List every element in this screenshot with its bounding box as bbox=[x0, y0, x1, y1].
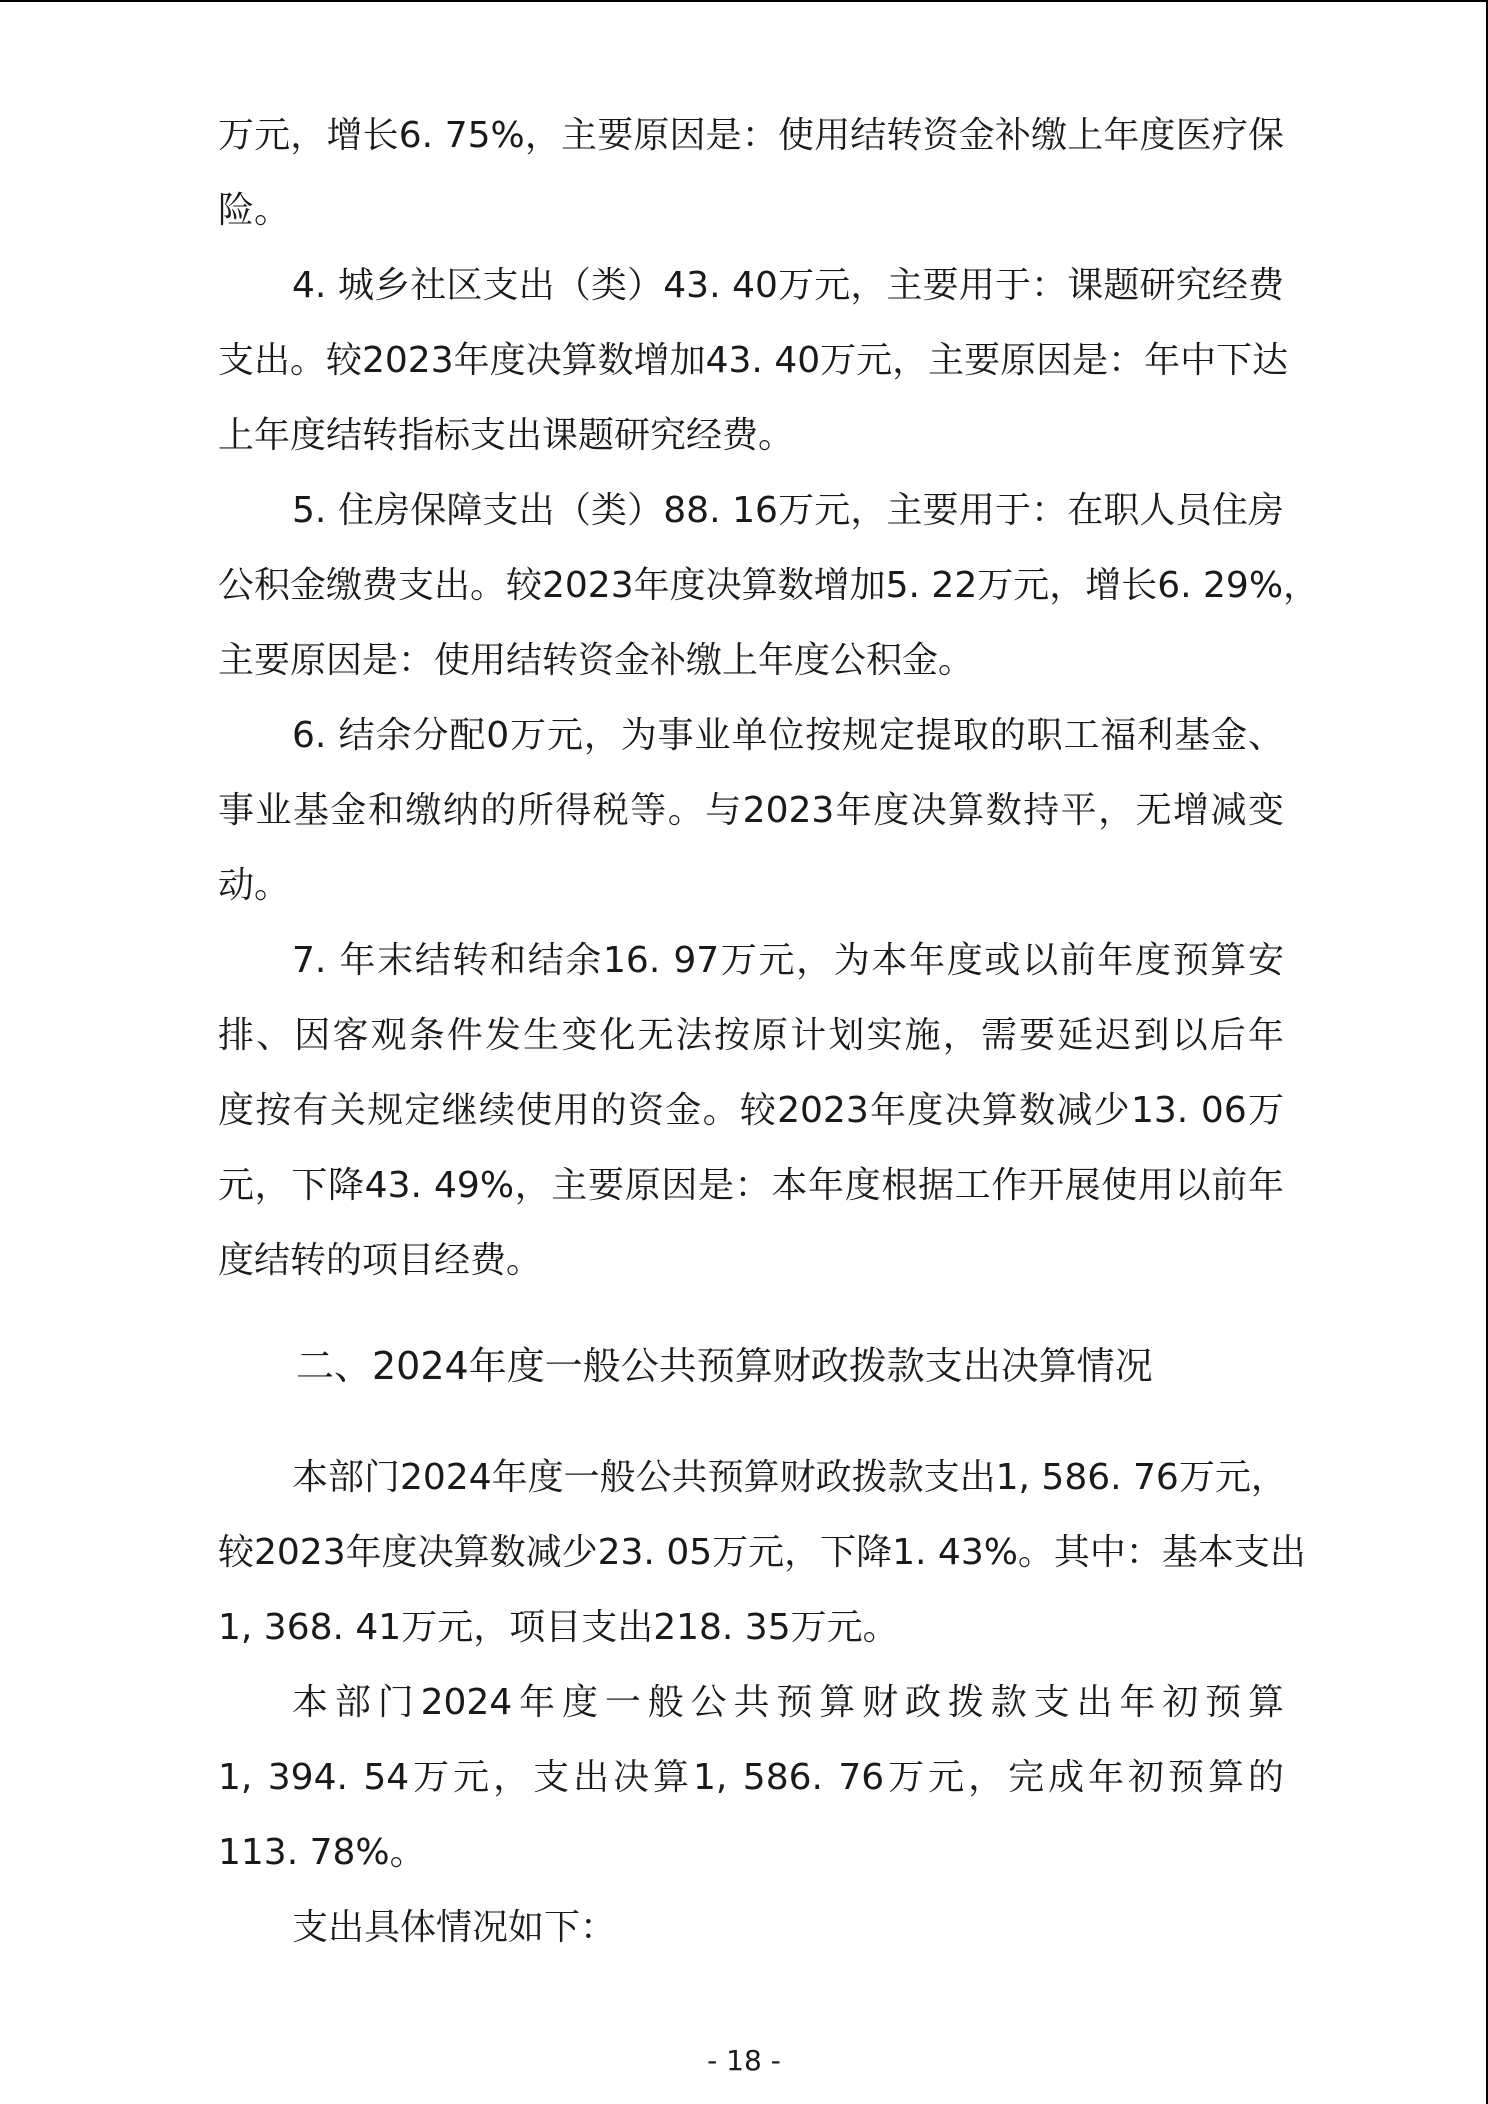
paragraph-line: 5. 住房保障支出（类）88. 16万元，主要用于：在职人员住房 bbox=[292, 490, 1284, 531]
paragraph-line: 主要原因是：使用结转资金补缴上年度公积金。 bbox=[218, 640, 975, 681]
paragraph-line: 本部门2024年度一般公共预算财政拨款支出1, 586. 76万元， bbox=[292, 1457, 1287, 1498]
paragraph-line: 险。 bbox=[218, 190, 291, 231]
paragraph-line: 度结转的项目经费。 bbox=[218, 1240, 543, 1281]
body-text-block-1 bbox=[218, 98, 1320, 1298]
paragraph-line: 较2023年度决算数减少23. 05万元，下降1. 43%。其中：基本支出 bbox=[218, 1532, 1306, 1573]
page-number: - 18 - bbox=[707, 2044, 781, 2077]
paragraph-line: 公积金缴费支出。较2023年度决算数增加5. 22万元，增长6. 29%， bbox=[218, 565, 1320, 606]
paragraph-line: 支出具体情况如下： bbox=[292, 1907, 617, 1948]
paragraph-line: 113. 78%。 bbox=[218, 1832, 426, 1873]
paragraph-line: 1, 368. 41万元，项目支出218. 35万元。 bbox=[218, 1607, 899, 1648]
paragraph-line: 万元，增长6. 75%，主要原因是：使用结转资金补缴上年度医疗保 bbox=[218, 115, 1284, 156]
paragraph-line: 1, 394. 54万元，支出决算1, 586. 76万元，完成年初预算的 bbox=[218, 1757, 1284, 1798]
paragraph-line: 事业基金和缴纳的所得税等。与2023年度决算数持平，无增减变 bbox=[218, 790, 1284, 831]
paragraph-line: 元，下降43. 49%，主要原因是：本年度根据工作开展使用以前年 bbox=[218, 1165, 1284, 1206]
paragraph-line: 排、因客观条件发生变化无法按原计划实施，需要延迟到以后年 bbox=[218, 1015, 1284, 1056]
paragraph-line: 本部门2024年度一般公共预算财政拨款支出年初预算 bbox=[292, 1682, 1284, 1723]
section-heading: 二、2024年度一般公共预算财政拨款支出决算情况 bbox=[296, 1344, 1153, 1388]
paragraph-line: 动。 bbox=[218, 865, 291, 906]
paragraph-line: 度按有关规定继续使用的资金。较2023年度决算数减少13. 06万 bbox=[218, 1090, 1284, 1131]
paragraph-line: 6. 结余分配0万元，为事业单位按规定提取的职工福利基金、 bbox=[292, 715, 1284, 756]
paragraph-line: 上年度结转指标支出课题研究经费。 bbox=[218, 415, 795, 456]
paragraph-line: 4. 城乡社区支出（类）43. 40万元，主要用于：课题研究经费 bbox=[292, 265, 1284, 306]
body-text-block-2 bbox=[218, 1440, 1306, 1965]
paragraph-line: 7. 年末结转和结余16. 97万元，为本年度或以前年度预算安 bbox=[292, 940, 1284, 981]
paragraph-line: 支出。较2023年度决算数增加43. 40万元，主要原因是：年中下达 bbox=[218, 340, 1289, 381]
